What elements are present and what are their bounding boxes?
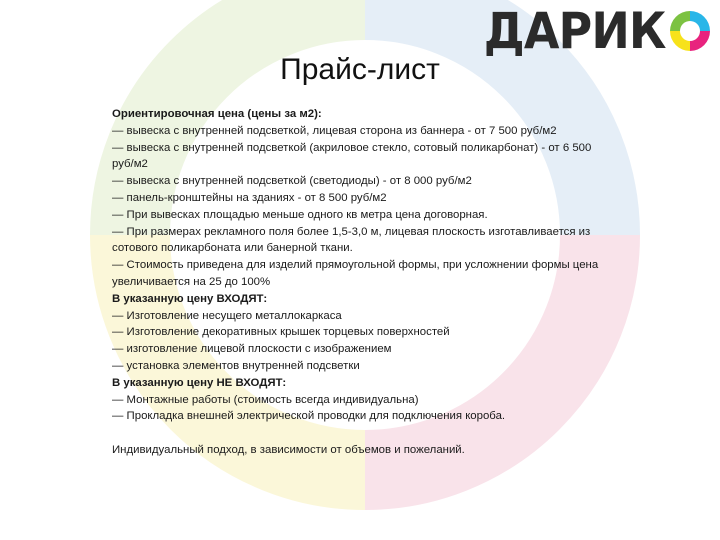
price-item: — панель-кронштейны на зданиях - от 8 500 руб/м2 — [112, 191, 387, 204]
price-item: — вывеска с внутренней подсветкой (светодиоды) - от 8 000 руб/м2 — [112, 175, 472, 188]
price-item: — вывеска с внутренней подсветкой (акриловое стекло, сотовый поликарбонат) - от 6 500 руб/м2 — [112, 141, 592, 171]
excluded-heading: В указанную цену НЕ ВХОДЯТ: — [112, 376, 287, 389]
excluded-item: — Прокладка внешней электрической проводки для подключения короба. — [112, 410, 506, 423]
included-heading: В указанную цену ВХОДЯТ: — [112, 292, 268, 305]
included-item: — изготовление лицевой плоскости с изображением — [112, 343, 392, 356]
page-title: Прайс-лист — [280, 53, 440, 86]
brand-logo — [468, 2, 712, 60]
included-item: — Изготовление декоративных крышек торцевых поверхностей — [112, 326, 450, 339]
price-note: — При вывесках площадью меньше одного кв метра цена договорная. — [112, 208, 488, 221]
logo-o-icon — [668, 9, 712, 53]
price-note: — Стоимость приведена для изделий прямоугольной формы, при усложнении формы цена увеличивается на 25 до 100% — [112, 259, 599, 288]
price-heading: Ориентировочная цена (цены за м2): — [112, 108, 322, 120]
logo-text: ДАРИК — [484, 2, 666, 60]
price-list-body — [112, 106, 602, 459]
footer-note: Индивидуальный подход, в зависимости от объемов и пожеланий. — [112, 443, 465, 456]
price-item: — вывеска с внутренней подсветкой, лицевая сторона из баннера - от 7 500 руб/м2 — [112, 124, 557, 137]
excluded-item: — Монтажные работы (стоимость всегда индивидуальна) — [112, 393, 419, 406]
included-item: — Изготовление несущего металлокаркаса — [112, 309, 342, 322]
price-note: — При размерах рекламного поля более 1,5-3,0 м, лицевая плоскость изготавливается из сотового поликарбоната или банерной ткани. — [112, 225, 591, 255]
spacer — [112, 425, 602, 442]
included-item: — установка элементов внутренней подсветки — [112, 359, 360, 372]
